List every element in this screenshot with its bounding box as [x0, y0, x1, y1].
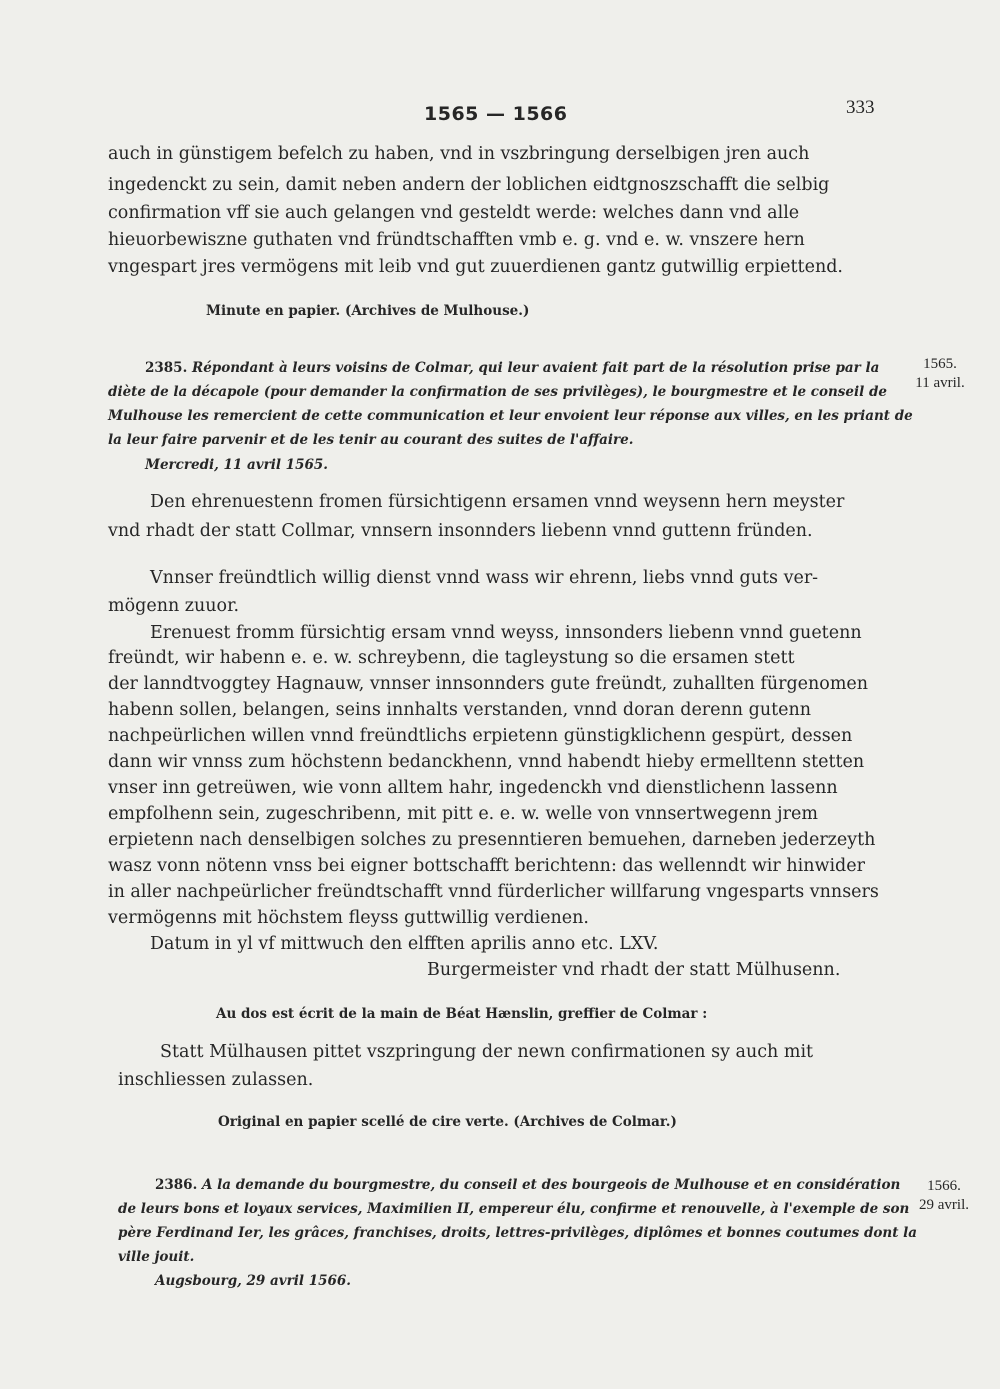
endorsement-note: Au dos est écrit de la main de Béat Hænslin, greffier de Colmar :: [216, 1006, 708, 1022]
entry-2385-summary-line-4: la leur faire parvenir et de les tenir au courant des suites de l'affaire.: [108, 432, 634, 448]
intro-line-3: confirmation vff sie auch gelangen vnd gesteldt werde: welches dann vnd alle: [108, 203, 800, 223]
endorsement-line-1: Statt Mülhausen pittet vszpringung der newn confirmationen sy auch mit: [160, 1042, 814, 1062]
intro-line-1: auch in günstigem befelch zu haben, vnd in vszbringung derselbigen jren auch: [108, 144, 810, 164]
entry-2386-summary-line-4: ville jouit.: [118, 1249, 195, 1265]
source-note-minute: Minute en papier. (Archives de Mulhouse.): [206, 303, 530, 319]
entry-2385-date: Mercredi, 11 avril 1565.: [145, 457, 328, 473]
letter-line-9: erpietenn nach denselbigen solches zu presenntieren bemuehen, darneben jederzeyth: [108, 830, 876, 850]
page-number: 333: [846, 97, 875, 118]
letter-line-5: nachpeürlichen willen vnnd freündtlichs erpietenn günstigklichenn gespürt, dessen: [108, 726, 853, 746]
entry-2386-summary-line-2: de leurs bons et loyaux services, Maximilien II, empereur élu, confirme et renouvelle, à l'exemple de son: [118, 1201, 910, 1217]
dating-line: Datum in yl vf mittwuch den elfften aprilis anno etc. LXV.: [150, 934, 659, 954]
letter-line-8: empfolhenn sein, zugeschribenn, mit pitt e. e. w. welle von vnnsertwegenn jrem: [108, 804, 818, 824]
letter-line-11: in aller nachpeürlicher freündtschafft vnnd fürderlicher willfarung vngesparts vnnsers: [108, 882, 879, 902]
entry-2385-summary-line-1: 2385. Répondant à leurs voisins de Colmar, qui leur avaient fait part de la résolution prise par la: [145, 360, 880, 376]
signature-line: Burgermeister vnd rhadt der statt Mülhusenn.: [427, 960, 841, 980]
greeting-line-2: mögenn zuuor.: [108, 596, 240, 616]
entry-2385-summary-line-3: Mulhouse les remercient de cette communication et leur envoient leur réponse aux villes, en les priant de: [108, 408, 913, 424]
source-note-original: Original en papier scellé de cire verte. (Archives de Colmar.): [218, 1114, 677, 1130]
intro-line-4: hieuorbewiszne guthaten vnd fründtschafften vmb e. g. vnd e. w. vnszere hern: [108, 230, 805, 250]
letter-line-1: Erenuest fromm fürsichtig ersam vnnd weyss, innsonders liebenn vnnd guetenn: [150, 623, 862, 643]
letter-line-2: freündt, wir habenn e. e. w. schreybenn, die tagleystung so die ersamen stett: [108, 648, 795, 668]
entry-2385-number: 2385.: [145, 360, 188, 376]
letter-line-12: vermögenns mit höchstem fleyss guttwillig verdienen.: [108, 908, 589, 928]
endorsement-line-2: inschliessen zulassen.: [118, 1070, 314, 1090]
running-header-years: 1565 — 1566: [424, 103, 568, 125]
entry-2385-margin-date: 1565. 11 avril.: [915, 356, 965, 391]
letter-line-3: der lanndtvoggtey Hagnauw, vnnser innsonnders gute freündt, zuhallten fürgenomen: [108, 674, 869, 694]
entry-2385-summary-line-2: diète de la décapole (pour demander la confirmation de ses privilèges), le bourgmestre et le conseil de: [108, 384, 887, 400]
greeting-line-1: Vnnser freündtlich willig dienst vnnd wass wir ehrenn, liebs vnnd guts ver-: [150, 568, 819, 588]
letter-line-6: dann wir vnnss zum höchstenn bedanckhenn, vnnd habendt hieby ermelltenn stetten: [108, 752, 865, 772]
entry-2386-number: 2386.: [155, 1177, 198, 1193]
intro-line-5: vngespart jres vermögens mit leib vnd gut zuuerdienen gantz gutwillig erpiettend.: [108, 257, 843, 277]
entry-2386-summary-line-3: père Ferdinand Ier, les grâces, franchises, droits, lettres-privilèges, diplômes et bonnes coutumes dont la: [118, 1225, 918, 1241]
letter-line-10: wasz vonn nötenn vnss bei eigner bottschafft berichtenn: das wellenndt wir hinwider: [108, 856, 865, 876]
entry-2386-margin-date: 1566. 29 avril.: [919, 1178, 969, 1213]
entry-2386-date: Augsbourg, 29 avril 1566.: [155, 1273, 351, 1289]
letter-line-7: vnser inn getreüwen, wie vonn alltem hahr, ingedenckh vnd dienstlichenn lassenn: [108, 778, 838, 798]
entry-2386-summary-line-1: 2386. A la demande du bourgmestre, du conseil et des bourgeois de Mulhouse et en considération: [155, 1177, 901, 1193]
intro-line-2: ingedenckt zu sein, damit neben andern der loblichen eidtgnoszschafft die selbig: [108, 175, 830, 195]
address-line-2: vnd rhadt der statt Collmar, vnnsern insonnders liebenn vnnd guttenn fründen.: [108, 521, 813, 541]
address-line-1: Den ehrenuestenn fromen fürsichtigenn ersamen vnnd weysenn hern meyster: [150, 492, 845, 512]
letter-line-4: habenn sollen, belangen, seins innhalts verstanden, vnnd doran derenn gutenn: [108, 700, 812, 720]
